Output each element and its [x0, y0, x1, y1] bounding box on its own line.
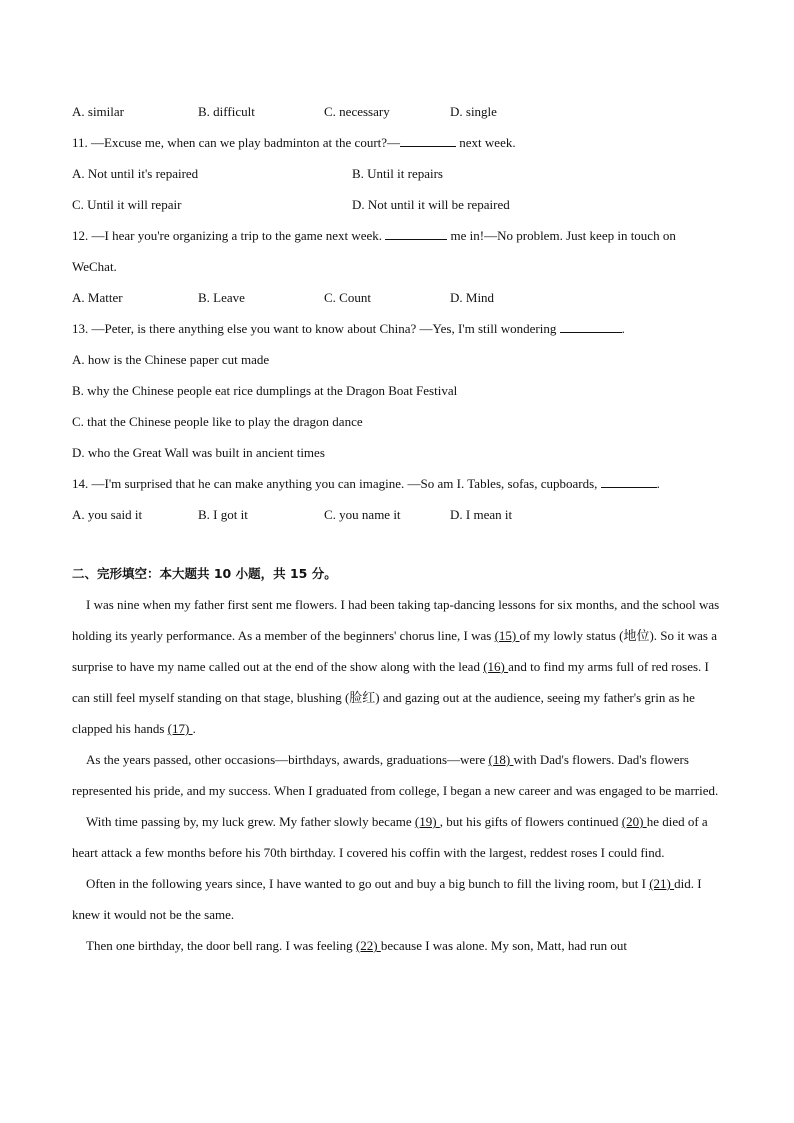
q14-stem: [72, 468, 722, 499]
q12-options: [72, 282, 722, 313]
passage-text: of my lowly status (地位). So it was a surprise to have my name called out at the end of the show along with the lead: [72, 628, 717, 674]
q14-option-d: D. I mean it: [450, 507, 513, 522]
q13-option-c: C. that the Chinese people like to play the dragon dance: [72, 414, 363, 429]
blank-18: (18): [488, 752, 514, 767]
exam-content: [72, 96, 722, 961]
section-title: 二、完形填空：本大题共 10 小题，共 15 分。: [72, 566, 337, 581]
q11-option-a: A. Not until it's repaired: [72, 166, 199, 181]
q10-option-b: B. difficult: [198, 104, 255, 119]
passage-text: .: [192, 721, 196, 736]
q14-option-b: B. I got it: [198, 507, 248, 522]
q13-blank: [560, 315, 622, 333]
passage-paragraph-3: [72, 806, 722, 868]
passage-text: As the years passed, other occasions—birthdays, awards, graduations—were: [86, 752, 489, 767]
q11-stem: [72, 127, 722, 158]
q13-option-d: D. who the Great Wall was built in ancient times: [72, 445, 325, 460]
q11-option-c: C. Until it will repair: [72, 197, 182, 212]
passage-text: Then one birthday, the door bell rang. I was feeling: [86, 938, 356, 953]
section-spacer: [72, 530, 722, 558]
q14-option-a: A. you said it: [72, 507, 143, 522]
passage-text: Often in the following years since, I have wanted to go out and buy a big bunch to fill the living room, but I: [86, 876, 650, 891]
passage-text: did. I knew it would not be the same.: [72, 876, 702, 922]
passage-paragraph-1: [72, 589, 722, 744]
q14-stem-end: .: [656, 476, 660, 491]
q12-stem-text: 12. —I hear you're organizing a trip to the game next week.: [72, 228, 386, 243]
blank-20: (20): [621, 814, 647, 829]
passage-text: because I was alone. My son, Matt, had run out: [380, 938, 628, 953]
passage-text: I was nine when my father first sent me flowers. I had been taking tap-dancing lessons for six months, and the school was holding its yearly performance. As a member of the beginners' chorus line, I was: [72, 597, 720, 643]
q14-stem-text: 14. —I'm surprised that he can make anything you can imagine. —So am I. Tables, sofas, cupboards,: [72, 476, 601, 491]
q14-options: [72, 499, 722, 530]
q14-option-c: C. you name it: [324, 507, 401, 522]
q11-stem-end: next week.: [456, 135, 516, 150]
blank-16: (16): [483, 659, 509, 674]
passage-paragraph-4: [72, 868, 722, 930]
q13-option-b: B. why the Chinese people eat rice dumplings at the Dragon Boat Festival: [72, 383, 458, 398]
q14-blank: [601, 470, 657, 488]
passage-text: he died of a heart attack a few months before his 70th birthday. I covered his coffin with the largest, reddest roses I could find.: [72, 814, 708, 860]
q12-stem-end: me in!—No problem. Just keep in touch on WeChat.: [72, 228, 676, 274]
q11-blank: [400, 129, 456, 147]
q13-stem: [72, 313, 722, 344]
passage-text: , but his gifts of flowers continued: [439, 814, 622, 829]
q11-option-b: B. Until it repairs: [352, 166, 443, 181]
passage-text: with Dad's flowers. Dad's flowers represented his pride, and my success. When I graduated from college, I began a new career and was engaged to be married.: [72, 752, 719, 798]
q11-options-row2: [72, 189, 722, 220]
passage-paragraph-2: [72, 744, 722, 806]
q10-option-c: C. necessary: [324, 104, 390, 119]
blank-22: (22): [355, 938, 381, 953]
passage-text: and to find my arms full of red roses. I can still feel myself standing on that stage, blushing (脸红) and gazing out at the audience, seeing my father's grin as he clapped his hands: [72, 659, 709, 736]
q11-options-row1: [72, 158, 722, 189]
blank-15: (15): [494, 628, 520, 643]
q13-option-a: A. how is the Chinese paper cut made: [72, 352, 270, 367]
blank-19: (19): [414, 814, 440, 829]
q10-option-d: D. single: [450, 104, 497, 119]
q12-option-d: D. Mind: [450, 290, 495, 305]
q10-option-a: A. similar: [72, 104, 124, 119]
blank-17: (17): [167, 721, 193, 736]
q13-stem-text: 13. —Peter, is there anything else you want to know about China? —Yes, I'm still wondering: [72, 321, 560, 336]
q11-stem-text: 11. —Excuse me, when can we play badminton at the court?—: [72, 135, 401, 150]
passage-paragraph-5: [72, 930, 722, 961]
q10-options: [72, 96, 722, 127]
q12-option-a: A. Matter: [72, 290, 123, 305]
q12-option-c: C. Count: [324, 290, 371, 305]
passage-text: With time passing by, my luck grew. My father slowly became: [86, 814, 415, 829]
blank-21: (21): [649, 876, 675, 891]
q11-option-d: D. Not until it will be repaired: [352, 197, 510, 212]
q13-stem-end: .: [621, 321, 625, 336]
q12-stem: [72, 220, 722, 282]
q12-blank: [385, 222, 447, 240]
q12-option-b: B. Leave: [198, 290, 245, 305]
